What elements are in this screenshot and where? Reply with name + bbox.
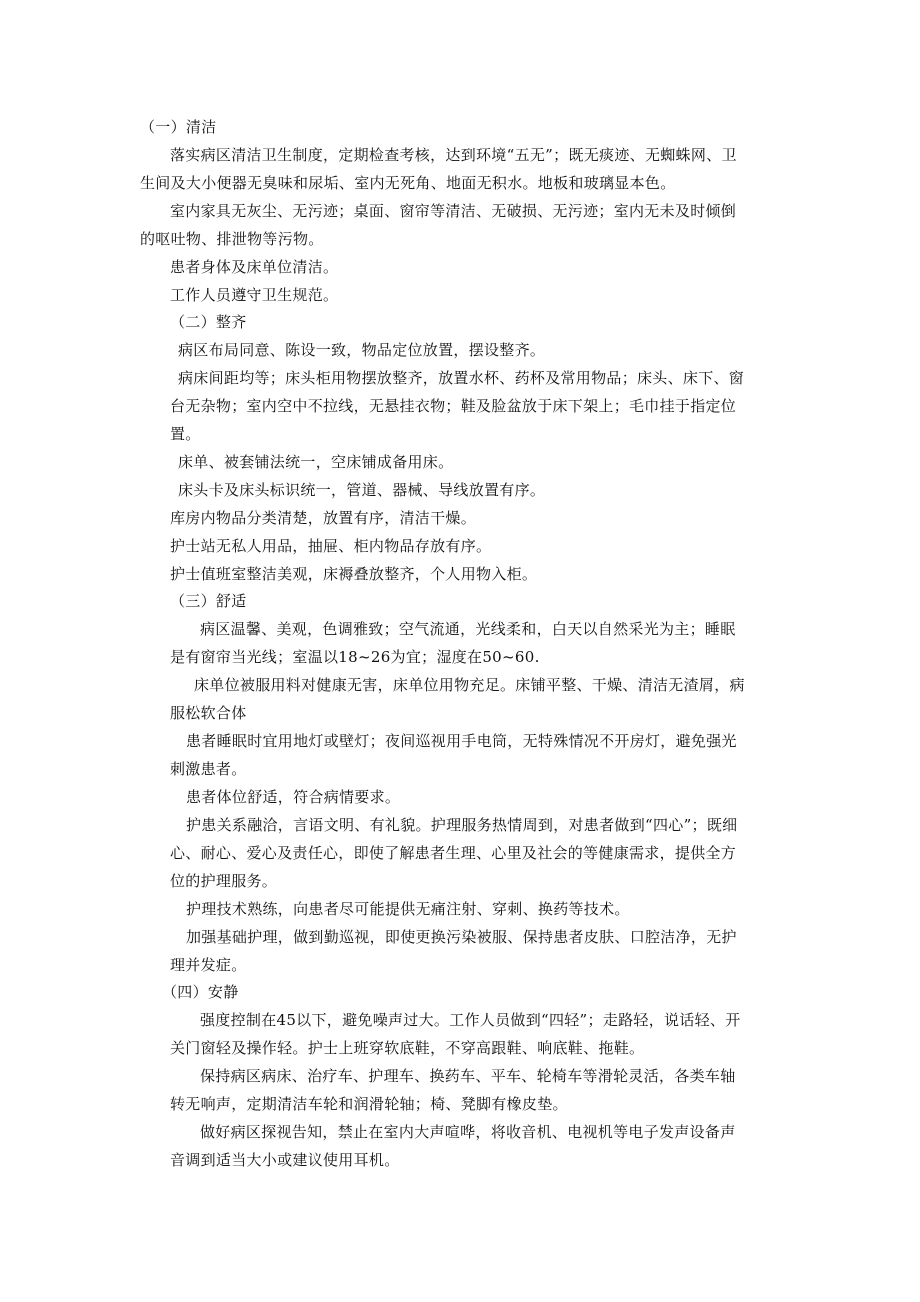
paragraph-line: 刺激患者。 (170, 760, 247, 778)
paragraph-line: 工作人员遵守卫生规范。 (170, 286, 339, 304)
paragraph-line: 加强基础护理，做到勤巡视，即使更换污染被服、保持患者皮肤、口腔洁净，无护 (186, 928, 737, 946)
paragraph-line: 位的护理服务。 (170, 872, 278, 890)
paragraph-line: 置。 (170, 425, 201, 443)
section-heading-quietness: （四）安静 (162, 983, 239, 1001)
paragraph-line: 理并发症。 (170, 956, 247, 974)
paragraph-line: 护士值班室整洁美观，床褥叠放整齐，个人用物入柜。 (170, 565, 538, 583)
paragraph-line: 保持病区病床、治疗车、护理车、换药车、平车、轮椅车等滑轮灵活，各类车轴 (200, 1067, 736, 1085)
paragraph-line: 床单、被套铺法统一，空床铺成备用床。 (178, 453, 454, 471)
paragraph-line: 生间及大小便器无臭味和尿垢、室内无死角、地面无积水。地板和玻璃显本色。 (140, 174, 676, 192)
paragraph-line: 患者睡眠时宜用地灯或壁灯；夜间巡视用手电筒，无特殊情况不开房灯，避免强光 (186, 732, 737, 750)
paragraph-line: 患者身体及床单位清洁。 (170, 258, 339, 276)
paragraph-line: 台无杂物；室内空中不拉线，无悬挂衣物；鞋及脸盆放于床下架上；毛巾挂于指定位 (170, 397, 737, 415)
paragraph-line: 护患关系融洽，言语文明、有礼貌。护理服务热情周到，对患者做到“四心”；既细 (186, 816, 738, 834)
paragraph-line: 心、耐心、爱心及责任心，即使了解患者生理、心里及社会的等健康需求，提供全方 (170, 844, 737, 862)
paragraph-line: 是有窗帘当光线；室温以18~26为宜；湿度在50~60. (170, 648, 540, 666)
paragraph-line: 病区布局同意、陈设一致，物品定位放置，摆设整齐。 (178, 341, 546, 359)
paragraph-line: 室内家具无灰尘、无污迹；桌面、窗帘等清洁、无破损、无污迹；室内无未及时倾倒 (170, 202, 737, 220)
paragraph-line: 病区温馨、美观，色调雅致；空气流通，光线柔和，白天以自然采光为主；睡眠 (200, 620, 736, 638)
paragraph-line: 护理技术熟练，向患者尽可能提供无痛注射、穿刺、换药等技术。 (186, 900, 630, 918)
paragraph-line: 的呕吐物、排泄物等污物。 (140, 230, 324, 248)
paragraph-line: 床单位被服用料对健康无害，床单位用物充足。床铺平整、干燥、清洁无渣屑，病 (194, 676, 745, 694)
paragraph-line: 病床间距均等；床头柜用物摆放整齐，放置水杯、药杯及常用物品；床头、床下、窗 (178, 369, 745, 387)
paragraph-line: 做好病区探视告知，禁止在室内大声喧哗，将收音机、电视机等电子发声设备声 (200, 1123, 736, 1141)
section-heading-cleanliness: （一）清洁 (140, 118, 217, 136)
paragraph-line: 患者体位舒适，符合病情要求。 (186, 788, 401, 806)
section-heading-tidiness: （二）整齐 (170, 313, 247, 331)
paragraph-line: 床头卡及床头标识统一，管道、器械、导线放置有序。 (178, 481, 546, 499)
paragraph-line: 转无响声，定期清洁车轮和润滑轮轴；椅、凳脚有橡皮垫。 (170, 1095, 568, 1113)
paragraph-line: 关门窗轻及操作轻。护士上班穿软底鞋，不穿高跟鞋、响底鞋、拖鞋。 (170, 1039, 645, 1057)
paragraph-line: 音调到适当大小或建议使用耳机。 (170, 1151, 400, 1169)
paragraph-line: 服松软合体 (170, 704, 247, 722)
section-heading-comfort: （三）舒适 (170, 592, 247, 610)
paragraph-line: 强度控制在45以下，避免噪声过大。工作人员做到“四轻”；走路轻，说话轻、开 (200, 1011, 741, 1029)
paragraph-line: 落实病区清洁卫生制度，定期检查考核，达到环境“五无”；既无痰迹、无蜘蛛网、卫 (170, 146, 737, 164)
paragraph-line: 护士站无私人用品，抽屉、柜内物品存放有序。 (170, 537, 492, 555)
paragraph-line: 库房内物品分类清楚，放置有序，清洁干燥。 (170, 509, 477, 527)
